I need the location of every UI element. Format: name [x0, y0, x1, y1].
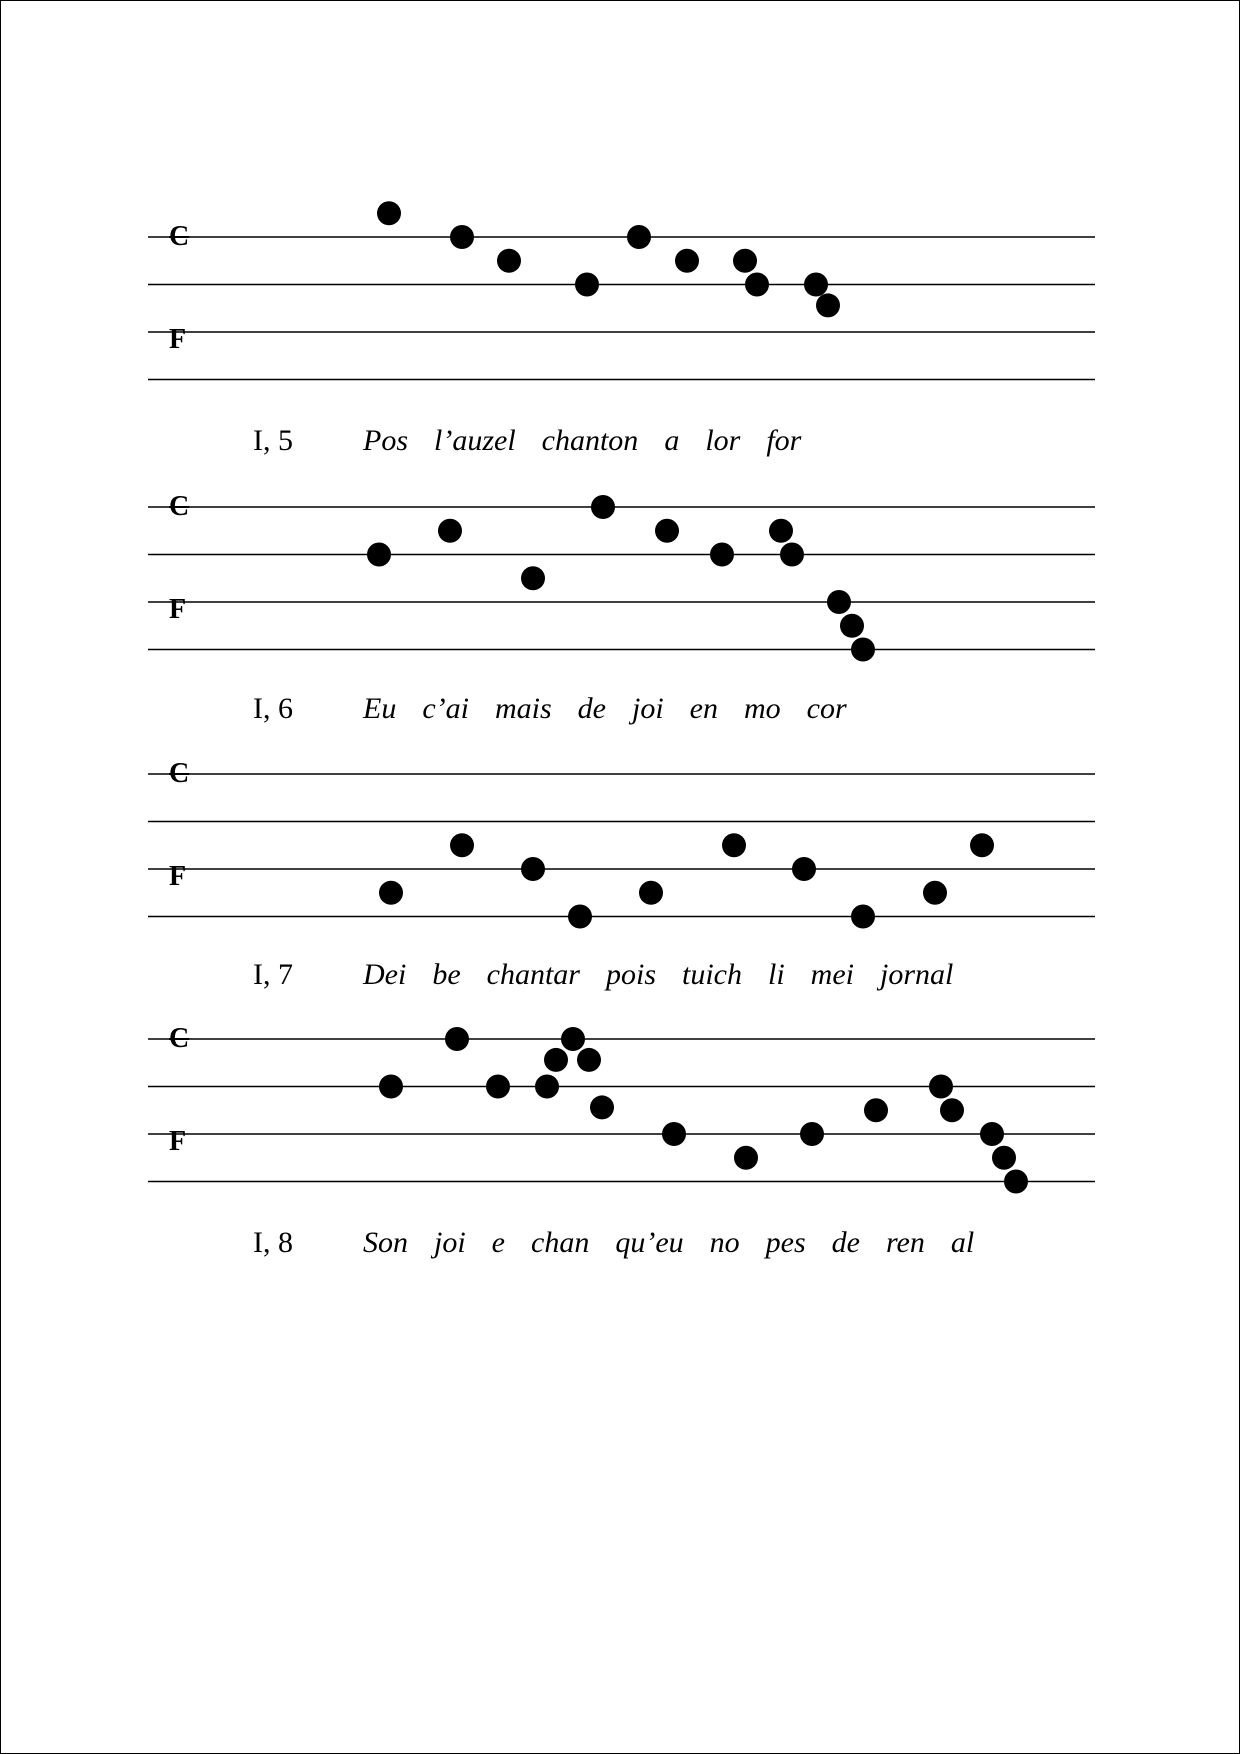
neume-note: [627, 225, 651, 249]
lyric-word: a: [664, 424, 680, 457]
neume-note: [486, 1075, 510, 1099]
neume-note: [590, 1095, 614, 1119]
line-number-label: I, 5: [253, 424, 293, 457]
neume-note: [710, 543, 734, 567]
lyric-word: ren: [885, 1226, 925, 1259]
neume-note: [450, 833, 474, 857]
lyric-word: qu’eu: [615, 1226, 684, 1259]
neume-note: [980, 1122, 1004, 1146]
lyric-word: Son: [363, 1226, 408, 1259]
line-number-label: I, 6: [253, 692, 293, 725]
neume-note: [851, 638, 875, 662]
neume-note: [497, 249, 521, 273]
lyric-word: li: [768, 958, 785, 991]
lyric-word: Eu: [363, 692, 397, 725]
neume-note: [800, 1122, 824, 1146]
neume-note: [379, 881, 403, 905]
neume-note: [639, 881, 663, 905]
neume-note: [675, 249, 699, 273]
clef-f: F: [169, 324, 187, 355]
neume-note: [577, 1048, 601, 1072]
neume-note: [379, 1075, 403, 1099]
lyric-word: be: [432, 958, 461, 991]
lyric-word: tuich: [682, 958, 742, 991]
neume-note: [745, 273, 769, 297]
neume-note: [940, 1098, 964, 1122]
neume-note: [816, 293, 840, 317]
clef-f: F: [169, 1126, 187, 1157]
staff: [1, 151, 1239, 371]
neume-note: [780, 543, 804, 567]
lyric-word: c’ai: [422, 692, 469, 725]
neume-note: [377, 201, 401, 225]
clef-c: C: [169, 758, 190, 789]
neume-note: [769, 519, 793, 543]
neume-note: [929, 1075, 953, 1099]
lyric-word: chan: [531, 1226, 590, 1259]
neume-note: [804, 273, 828, 297]
neume-note: [655, 519, 679, 543]
staff: [1, 421, 1239, 641]
neume-note: [662, 1122, 686, 1146]
neume-note: [568, 905, 592, 929]
clef-f: F: [169, 861, 187, 892]
music-system: [1, 953, 1239, 1273]
lyric-word: chanton: [541, 424, 639, 457]
neume-note: [535, 1075, 559, 1099]
lyric-word: Pos: [363, 424, 408, 457]
lyric-word: e: [491, 1226, 505, 1259]
lyric-word: lor: [705, 424, 741, 457]
neume-note: [827, 590, 851, 614]
clef-c: C: [169, 221, 190, 252]
lyric-word: en: [689, 692, 718, 725]
lyric-word: al: [950, 1226, 975, 1259]
clef-c: C: [169, 1023, 190, 1054]
neume-note: [923, 881, 947, 905]
neume-note: [521, 857, 545, 881]
neume-note: [733, 249, 757, 273]
neume-note: [864, 1098, 888, 1122]
neume-note: [438, 519, 462, 543]
neume-note: [851, 905, 875, 929]
neume-note: [1004, 1170, 1028, 1194]
neume-note: [792, 857, 816, 881]
clef-c: C: [169, 491, 190, 522]
lyric-word: pes: [765, 1226, 806, 1259]
neume-note: [992, 1146, 1016, 1170]
line-number-label: I, 8: [253, 1226, 293, 1259]
line-number-label: I, 7: [253, 958, 293, 991]
lyric-word: pois: [605, 958, 656, 991]
neume-note: [970, 833, 994, 857]
lyric-word: for: [766, 424, 802, 457]
lyric-word: de: [831, 1226, 860, 1259]
neume-note: [591, 495, 615, 519]
lyric-word: joi: [631, 692, 664, 725]
lyric-word: joi: [434, 1226, 466, 1259]
staff: [1, 688, 1239, 908]
lyric-word: de: [577, 692, 606, 725]
neume-note: [575, 273, 599, 297]
lyric-word: Dei: [363, 958, 407, 991]
neume-note: [722, 833, 746, 857]
lyric-word: no: [709, 1226, 740, 1259]
clef-f: F: [169, 594, 187, 625]
neume-note: [521, 566, 545, 590]
lyric-word: l’auzel: [434, 424, 516, 457]
lyric-word: mei: [810, 958, 854, 991]
neume-note: [561, 1027, 585, 1051]
neume-note: [445, 1027, 469, 1051]
neume-note: [367, 543, 391, 567]
neume-note: [840, 614, 864, 638]
lyric-word: mo: [743, 692, 781, 725]
staff: [1, 953, 1239, 1173]
lyric-word: mais: [494, 692, 552, 725]
lyrics-line: [363, 1226, 1000, 1260]
lyric-word: chantar: [486, 958, 580, 991]
neume-note: [544, 1048, 568, 1072]
lyric-word: cor: [806, 692, 847, 725]
neume-note: [450, 225, 474, 249]
neume-note: [734, 1146, 758, 1170]
lyric-word: jornal: [880, 958, 954, 991]
